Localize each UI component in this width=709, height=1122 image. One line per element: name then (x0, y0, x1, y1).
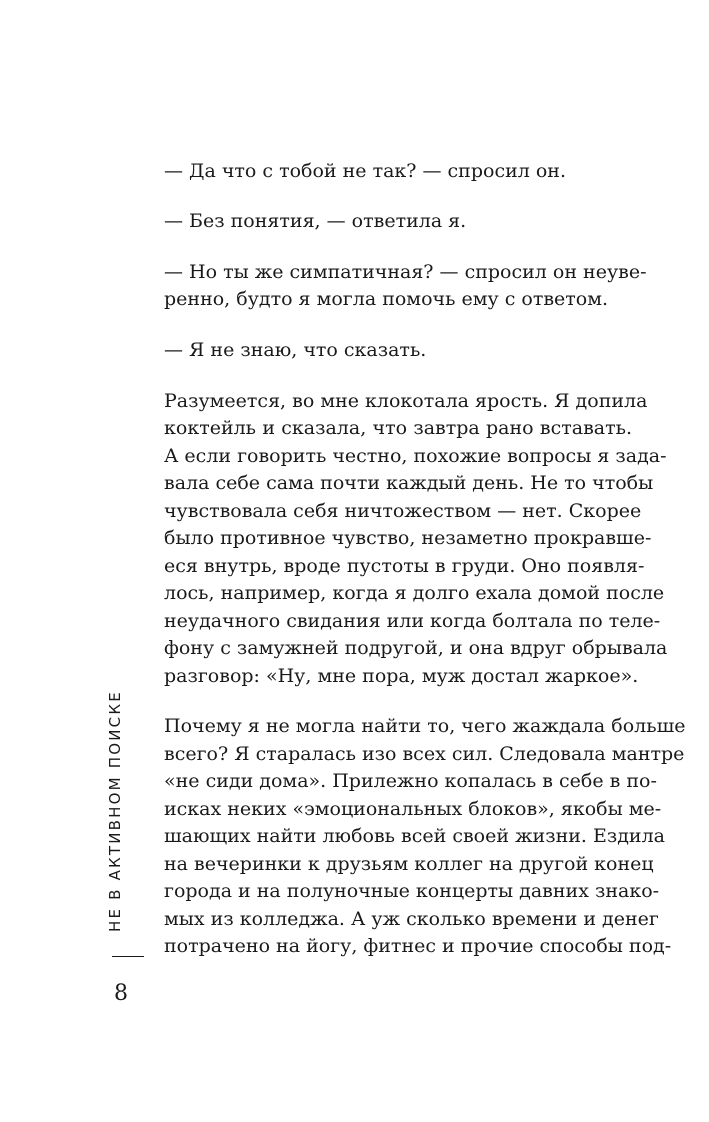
paragraph-line: потрачено на йогу, фитнес и прочие способы под- (164, 935, 672, 957)
paragraph-line: мых из колледжа. А уж сколько времени и денег (164, 908, 659, 930)
paragraph-line: лось, например, когда я долго ехала домой после (164, 582, 665, 604)
paragraph-line: Разумеется, во мне клокотала ярость. Я допила (164, 390, 648, 412)
running-head: НЕ В АКТИВНОМ ПОИСКЕ (106, 690, 124, 932)
paragraph-line: Почему я не могла найти то, чего жаждала больше (164, 715, 686, 737)
page-number: 8 (114, 981, 128, 1006)
paragraph-line: А если говорить честно, похожие вопросы я зада- (164, 445, 667, 467)
paragraph-line: исках неких «эмоциональных блоков», якобы ме- (164, 798, 662, 820)
dialogue-line: — Я не знаю, что сказать. (164, 339, 427, 361)
paragraph-line: шающих найти любовь всей своей жизни. Ездила (164, 825, 665, 847)
paragraph-line: «не сиди дома». Прилежно копалась в себе в по- (164, 770, 657, 792)
dialogue-line: ренно, будто я могла помочь ему с ответом. (164, 288, 609, 310)
paragraph-line: было противное чувство, незаметно прокравше- (164, 527, 652, 549)
divider (112, 956, 144, 957)
paragraph-line: вала себе сама почти каждый день. Не то чтобы (164, 472, 654, 494)
paragraph-line: города и на полуночные концерты давних знако- (164, 880, 660, 902)
paragraph-line: разговор: «Ну, мне пора, муж достал жаркое». (164, 665, 639, 687)
dialogue-line: — Без понятия, — ответила я. (164, 210, 467, 232)
paragraph-line: всего? Я старалась изо всех сил. Следовала мантре (164, 743, 685, 765)
dialogue-line: — Да что с тобой не так? — спросил он. (164, 160, 567, 182)
paragraph-line: фону с замужней подругой, и она вдруг обрывала (164, 637, 668, 659)
paragraph-line: коктейль и сказала, что завтра рано вставать. (164, 417, 632, 439)
paragraph-line: неудачного свидания или когда болтала по теле- (164, 610, 661, 632)
paragraph-line: на вечеринки к друзьям коллег на другой конец (164, 853, 654, 875)
dialogue-line: — Но ты же симпатичная? — спросил он неуве- (164, 261, 647, 283)
paragraph-line: чувствовала себя ничтожеством — нет. Скорее (164, 500, 642, 522)
paragraph-line: еся внутрь, вроде пустоты в груди. Оно появля- (164, 555, 645, 577)
